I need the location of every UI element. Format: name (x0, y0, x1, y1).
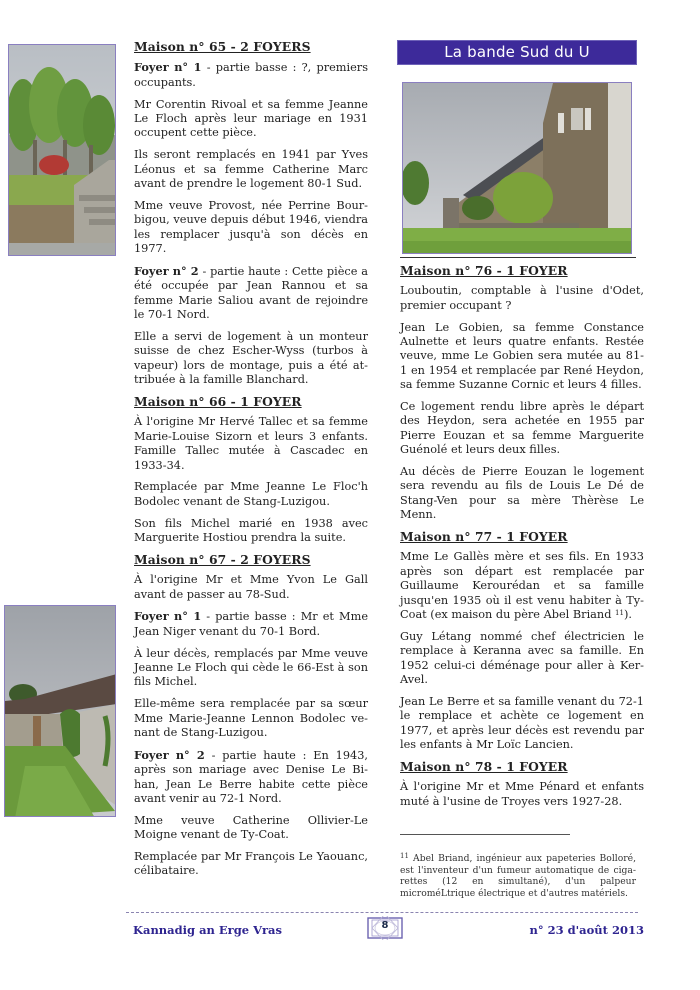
page-number: 8 (381, 920, 389, 931)
paragraph: Remplacée par Mme Jeanne Le Floc'h Bodolec venant de Stang-Luzigou. (134, 480, 368, 508)
heading-maison-65: Maison n° 65 - 2 FOYERS (134, 39, 311, 54)
footer-issue-date: n° 23 d'août 2013 (529, 923, 644, 937)
paragraph: Mr Corentin Rivoal et sa femme Jeanne Le Floch après leur mariage en 1931 occupent cette pièce. (134, 97, 368, 140)
paragraph: Au décès de Pierre Eouzan le logement sera revendu au fils de Louis Le Dé de Stang-Ven pour sa mère Thèrèse Le Menn. (400, 465, 644, 522)
paragraph: Mme veuve Provost, née Perrine Bourbigou, veuve depuis début 1946, viendra les remplacer jusqu'à son décès en 1977. (134, 198, 368, 256)
footnote-number: 11 (400, 852, 409, 860)
photo-rule (400, 257, 636, 258)
paragraph: Ils seront remplacés en 1941 par Yves Léonus et sa femme Catherine Marc avant de prendre le logement 80-1 Sud. (134, 148, 368, 191)
footnote-separator (400, 834, 570, 835)
paragraph: Elle-même sera remplacée par sa sœur Mme Marie-Jeanne Lennon Bodolec venant de Stang-Luzigou. (134, 697, 368, 739)
paragraph: Son fils Michel marié en 1938 avec Marguerite Hostiou prendra la suite. (134, 516, 368, 544)
footer-publication-title: Kannadig an Erge Vras (133, 923, 282, 937)
heading-maison-66: Maison n° 66 - 1 FOYER (134, 393, 302, 409)
footnote-reference[interactable]: 11 (615, 609, 624, 618)
paragraph: Foyer n° 1 - partie basse : Mr et Mme Jean Niger venant du 70-1 Bord. (134, 609, 369, 638)
paragraph: Remplacée par Mr François Le Yaouanc, célibataire. (134, 849, 368, 878)
middle-column (134, 40, 368, 886)
paragraph: Foyer n° 2 - partie haute : Cette pièce a été occupée par Jean Rannou et sa femme Marie Saliou avant de rejoindre le 70-1 Nord. (134, 263, 368, 322)
paragraph: Guy Létang nommé chef électricien le remplace à Keranna avec sa famille. En 1952 celui-ci déménage pour aller à Ker-Avel. (400, 629, 644, 687)
paragraph: À leur décès, remplacés par Mme veuve Jeanne Le Floch qui cède le 66-Est à son fils Michel. (134, 646, 368, 689)
footnote-text: Abel Briand, ingénieur aux papeteries Bolloré, est l'inventeur d'un fumeur automatique de cigarettes (12 en simultané), d'un palpeur microméLtrique électrique et d'autres matériels. (400, 853, 636, 899)
photo-stone-row-houses-south-band (402, 82, 632, 254)
paragraph: Foyer n° 1 - partie basse : ?, premiers occupants. (134, 60, 369, 89)
paragraph: Foyer n° 2 - partie haute : En 1943, après son mariage avec Denise Le Bihan, Jean Le Berre habite cette pièce avant venir au 72-1 Nord. (134, 747, 368, 805)
photo-trees-and-stone-steps (8, 44, 116, 256)
paragraph: Jean Le Berre et sa famille venant du 72-1 le remplace et achète ce logement en 1977, et après leur décès est revendu par les enfants à Mr Loïc Lancien. (400, 694, 644, 752)
paragraph: Mme veuve Catherine Ollivier-Le Moigne venant de Ty-Coat. (134, 813, 368, 842)
page-number-badge (366, 916, 404, 940)
foyer-label: Foyer n° 2 (134, 747, 205, 762)
paragraph: Jean Le Gobien, sa femme Constance Aulnette et leurs quatre enfants. Restée veuve, mme Le Gobien sera mutée au 81-1 en 1954 et remplacée par René Heydon, sa femme Suzanne Cornic et leurs 4 filles. (400, 320, 644, 392)
section-banner (397, 40, 637, 65)
paragraph: Elle a servi de logement à un monteur suisse de chez Escher-Wyss (turbos à vapeur) lors de montage, puis a été attribuée à la famille Blanchard. (134, 329, 368, 387)
wall-sheds-image (5, 606, 116, 817)
right-column (400, 264, 644, 817)
trees-steps-image (9, 45, 116, 256)
section-banner-title: La bande Sud du U (444, 43, 590, 61)
foyer-label: Foyer n° 2 (134, 263, 199, 278)
foyer-label: Foyer n° 1 (134, 60, 202, 75)
foyer-label: Foyer n° 1 (134, 609, 202, 624)
heading-maison-78: Maison n° 78 - 1 FOYER (400, 758, 568, 774)
footnote (400, 853, 636, 899)
photo-wall-and-sheds (4, 605, 116, 817)
paragraph: À l'origine Mr Hervé Tallec et sa femme Marie-Louise Sizorn et leurs 3 enfants. Famille Tallec mutée à Cascadec en 1933-34. (134, 415, 368, 472)
heading-maison-76: Maison n° 76 - 1 FOYER (400, 263, 568, 278)
heading-maison-67: Maison n° 67 - 2 FOYERS (134, 551, 311, 567)
paragraph: À l'origine Mr et Mme Yvon Le Gall avant de passer au 78-Sud. (134, 573, 368, 601)
footer-divider (126, 912, 638, 913)
paragraph: Ce logement rendu libre après le départ des Heydon, sera achetée en 1955 par Pierre Eouzan et sa femme Marguerite Guénolé et leurs deux filles. (400, 400, 644, 457)
paragraph: Louboutin, comptable à l'usine d'Odet, premier occupant ? (400, 284, 644, 312)
paragraph: À l'origine Mr et Mme Pénard et enfants muté à l'usine de Troyes vers 1927-28. (400, 780, 644, 808)
row-houses-image (403, 83, 632, 254)
heading-maison-77: Maison n° 77 - 1 FOYER (400, 529, 568, 545)
paragraph: Mme Le Gallès mère et ses fils. En 1933 après son départ est remplacée par Guillaume Kerourédan et sa famille jusqu'en 1935 où il est venu habiter à Ty-Coat (ex maison du père Abel Briand $^{11}$). (400, 550, 644, 622)
